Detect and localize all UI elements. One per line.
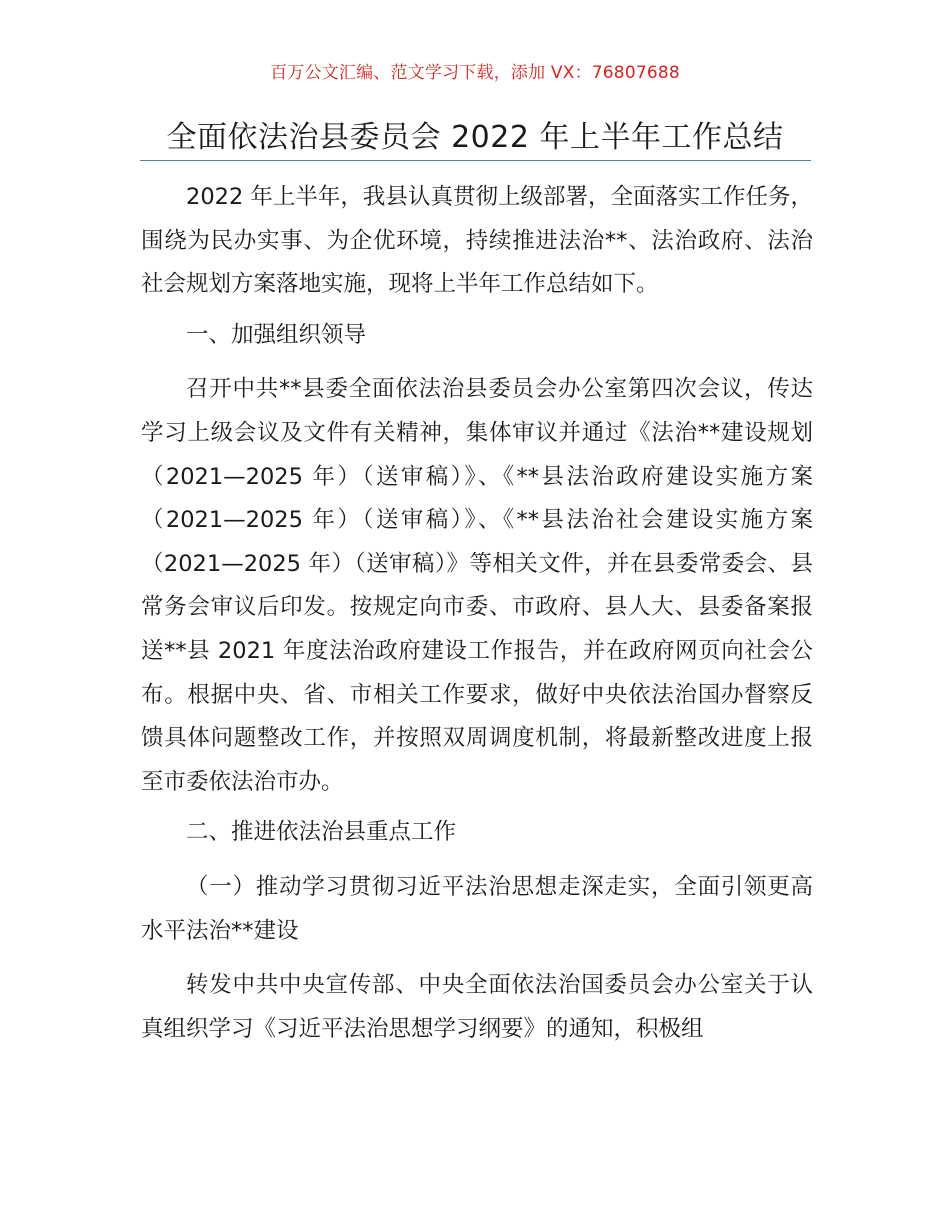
subsection-1-heading: （一）推动学习贯彻习近平法治思想走深走实，全面引领更高水平法治**建设 [141, 873, 813, 944]
header-watermark-note: 百万公文汇编、范文学习下载，添加 VX：76807688 [270, 63, 680, 83]
subsection-1-paragraph: 转发中共中央宣传部、中央全面依法治国委员会办公室关于认真组织学习《习近平法治思想学习纲要》的通知，积极组 [141, 972, 813, 1042]
section-1-heading: 一、加强组织领导 [186, 321, 367, 348]
document-body [141, 176, 813, 1058]
section-1-paragraph: 召开中共**县委全面依法治县委员会办公室第四次会议，传达学习上级会议及文件有关精神，集体审议并通过《法治**建设规划（2021—2025 年）（送审稿）》、《**县法治政府建设实施方案（2021—2025 年）（送审稿）》、《**县法治社会建设实施方案（2021—2025 年）（送审稿）》等相关文件，并在县委常委会、县常务会审议后印发。按规定向市委、市政府、县人大、县委备案报送**县 2021 年度法治政府建设工作报告，并在政府网页向社会公布。根据中央、省、市相关工作要求，做好中央依法治国办督察反馈具体问题整改工作，并按照双周调度机制，将最新整改进度上报至市委依法治市办。 [141, 376, 813, 795]
document-title: 全面依法治县委员会 2022 年上半年工作总结 [166, 120, 784, 155]
title-underline [140, 160, 811, 161]
intro-paragraph: 2022 年上半年，我县认真贯彻上级部署，全面落实工作任务，围绕为民办实事、为企优环境，持续推进法治**、法治政府、法治社会规划方案落地实施，现将上半年工作总结如下。 [141, 184, 813, 298]
section-2-heading: 二、推进依法治县重点工作 [186, 819, 457, 846]
